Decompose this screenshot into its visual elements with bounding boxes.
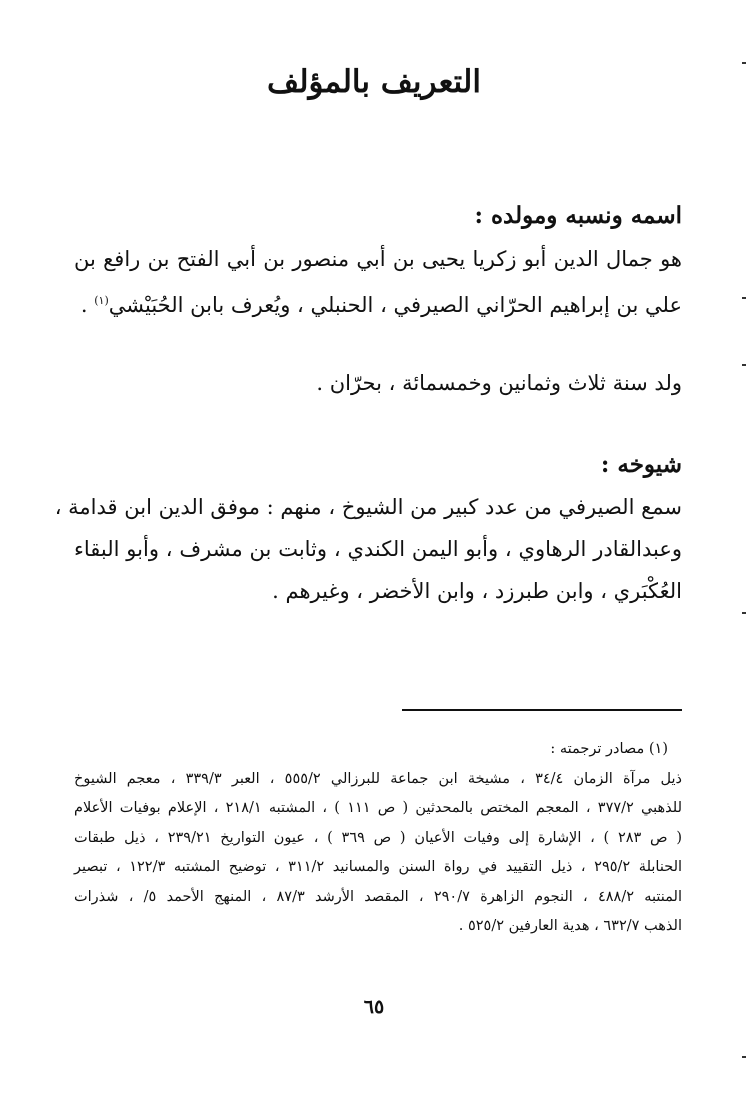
paragraph-teachers — [54, 486, 682, 612]
paragraph-line: سمع الصيرفي من عدد كبير من الشيوخ ، منهم : موفق الدين ابن قدامة ، — [54, 495, 682, 519]
footnote-line: للذهبي ٣٧٧/٢ ، المعجم المختص بالمحدثين ( ص ١١١ ) ، المشتبه ٢١٨/١ ، الإعلام بوفيات الأعلام — [74, 800, 682, 816]
scan-edge-mark — [742, 364, 746, 366]
paragraph-line — [74, 280, 682, 326]
paragraph-line-end: . — [80, 293, 95, 317]
footnote-line: ذيل مرآة الزمان ٣٤/٤ ، مشيخة ابن جماعة للبرزالي ٥٥٥/٢ ، العبر ٣٣٩/٣ ، معجم الشيوخ — [74, 770, 683, 787]
paragraph-name-lineage — [74, 238, 682, 326]
paragraph-birth: ولد سنة ثلاث وثمانين وخمسمائة ، بحرّان . — [316, 371, 682, 395]
scan-edge-mark — [742, 1056, 746, 1058]
section-heading-name-lineage: اسمه ونسبه ومولده : — [474, 202, 682, 229]
scan-edge-mark — [742, 612, 746, 614]
paragraph-line-text: علي بن إبراهيم الحرّاني الصيرفي ، الحنبلي ، ويُعرف بابن الحُبَيْشي — [108, 293, 682, 317]
paragraph-line: وعبدالقادر الرهاوي ، وأبو اليمن الكندي ، وثابت بن مشرف ، وأبو البقاء — [74, 537, 682, 561]
paragraph-line: العُكْبَري ، وابن طبرزد ، وابن الأخضر ، وغيرهم . — [272, 579, 682, 603]
page-number: ٦٥ — [363, 996, 385, 1018]
page-title: التعريف بالمؤلف — [267, 64, 481, 100]
paragraph-line: هو جمال الدين أبو زكريا يحيى بن أبي منصور بن أبي الفتح بن رافع بن — [74, 247, 682, 271]
scan-edge-mark — [742, 62, 746, 64]
scan-edge-mark — [742, 297, 746, 299]
footnote-divider — [402, 709, 682, 711]
footnote-reference: (١) — [94, 294, 109, 307]
section-heading-teachers: شيوخه : — [600, 451, 682, 478]
footnote-line: ( ص ٢٨٣ ) ، الإشارة إلى وفيات الأعيان ( ص ٣٦٩ ) ، عيون التواريخ ٢٣٩/٢١ ، ذيل طبقات — [74, 829, 682, 846]
footnote-line: الذهب ٦٣٢/٧ ، هدية العارفين ٥٢٥/٢ . — [458, 918, 682, 934]
footnotes — [74, 735, 682, 942]
footnote-line: المنتبه ٤٨٨/٢ ، النجوم الزاهرة ٢٩٠/٧ ، المقصد الأرشد ٨٧/٣ ، المنهج الأحمد ٥/ ، شذرات — [74, 888, 682, 905]
footnote-heading: (١) مصادر ترجمته : — [550, 741, 668, 757]
footnote-line: الحنابلة ٢٩٥/٢ ، ذيل التقييد في رواة السنن والمسانيد ٣١١/٢ ، توضيح المشتبه ١٢٢/٣ ، تبصير — [74, 859, 683, 875]
